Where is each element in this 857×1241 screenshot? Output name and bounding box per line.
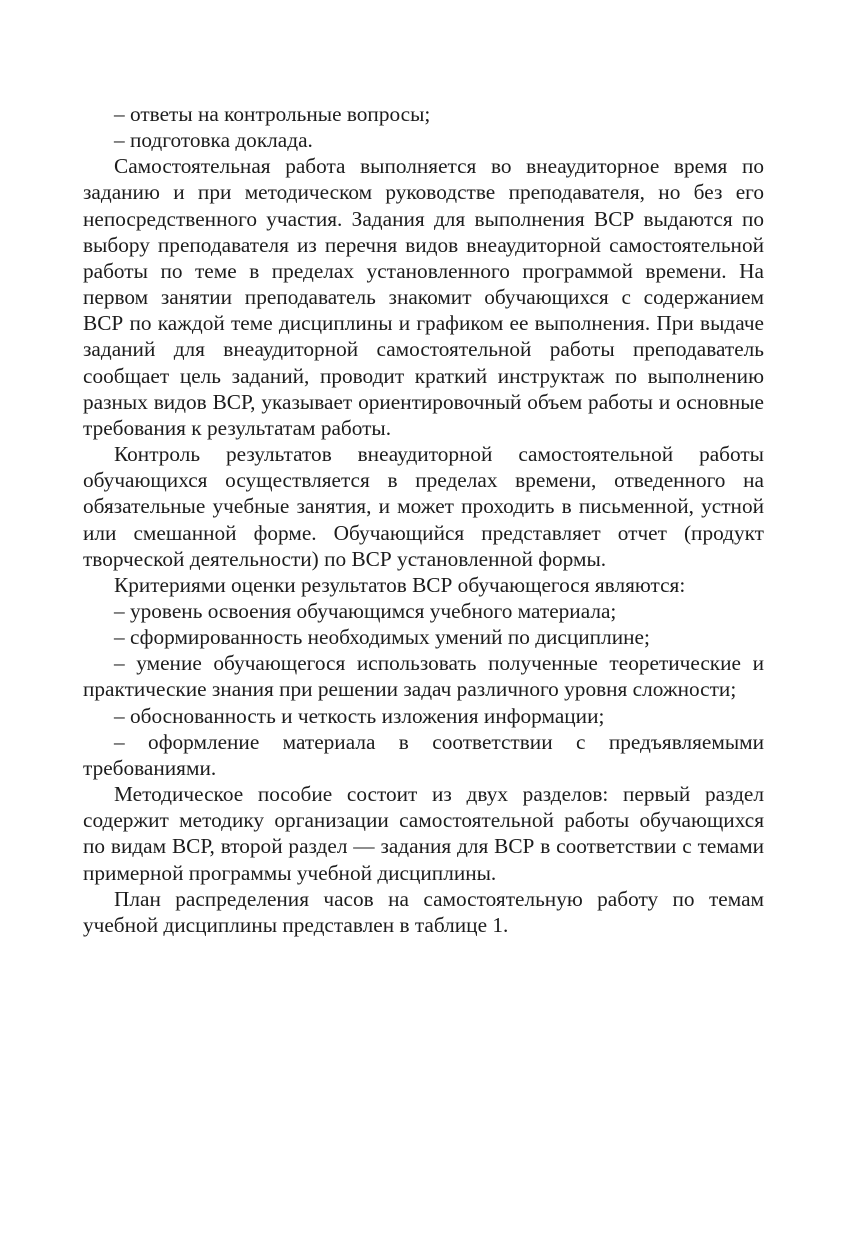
paragraph-control: Контроль результатов внеаудиторной самостоятельной работы обучающихся осуществляется в пределах времени, отведенного на обязательные учебные занятия, и может проходить в письменной, устной или смешанной форме. Обучающийся представляет отчет (продукт творческой деятельности) по ВСР установленной формы.: [83, 442, 764, 571]
list-item: – умение обучающегося использовать полученные теоретические и практические знания при решении задач различного уровня сложности;: [83, 651, 764, 702]
paragraph-manual: Методическое пособие состоит из двух разделов: первый раздел содержит методику организации самостоятельной работы обучающихся по видам ВСР, второй раздел — задания для ВСР в соответствии с темами примерной программы учебной дисциплины.: [83, 782, 764, 885]
list-item: – подготовка доклада.: [114, 128, 313, 153]
list-item: – обоснованность и четкость изложения информации;: [114, 703, 605, 728]
paragraph-self-study: Самостоятельная работа выполняется во внеаудиторное время по заданию и при методическом руководстве преподавателя, но без его непосредственного участия. Задания для выполнения ВСР выдаются по выбору преподавателя из перечня видов внеаудиторной самостоятельной работы по теме в пределах установленного программой времени. На первом занятии преподаватель знакомит обучающихся с содержанием ВСР по каждой теме дисциплины и графиком ее выполнения. При выдаче заданий для внеаудиторной самостоятельной работы преподаватель сообщает цель заданий, проводит краткий инструктаж по выполнению разных видов ВСР, указывает ориентировочный объем работы и основные требования к результатам работы.: [83, 154, 764, 440]
document-page: [83, 101, 764, 938]
list-item: – оформление материала в соответствии с предъявляемыми требованиями.: [83, 729, 764, 780]
list-item: – уровень освоения обучающимся учебного материала;: [114, 598, 617, 623]
paragraph-plan: План распределения часов на самостоятельную работу по темам учебной дисциплины представлен в таблице 1.: [83, 886, 764, 937]
list-item: – ответы на контрольные вопросы;: [114, 102, 431, 126]
list-item: – сформированность необходимых умений по дисциплине;: [114, 625, 650, 650]
criteria-heading: Критериями оценки результатов ВСР обучающегося являются:: [114, 572, 686, 597]
